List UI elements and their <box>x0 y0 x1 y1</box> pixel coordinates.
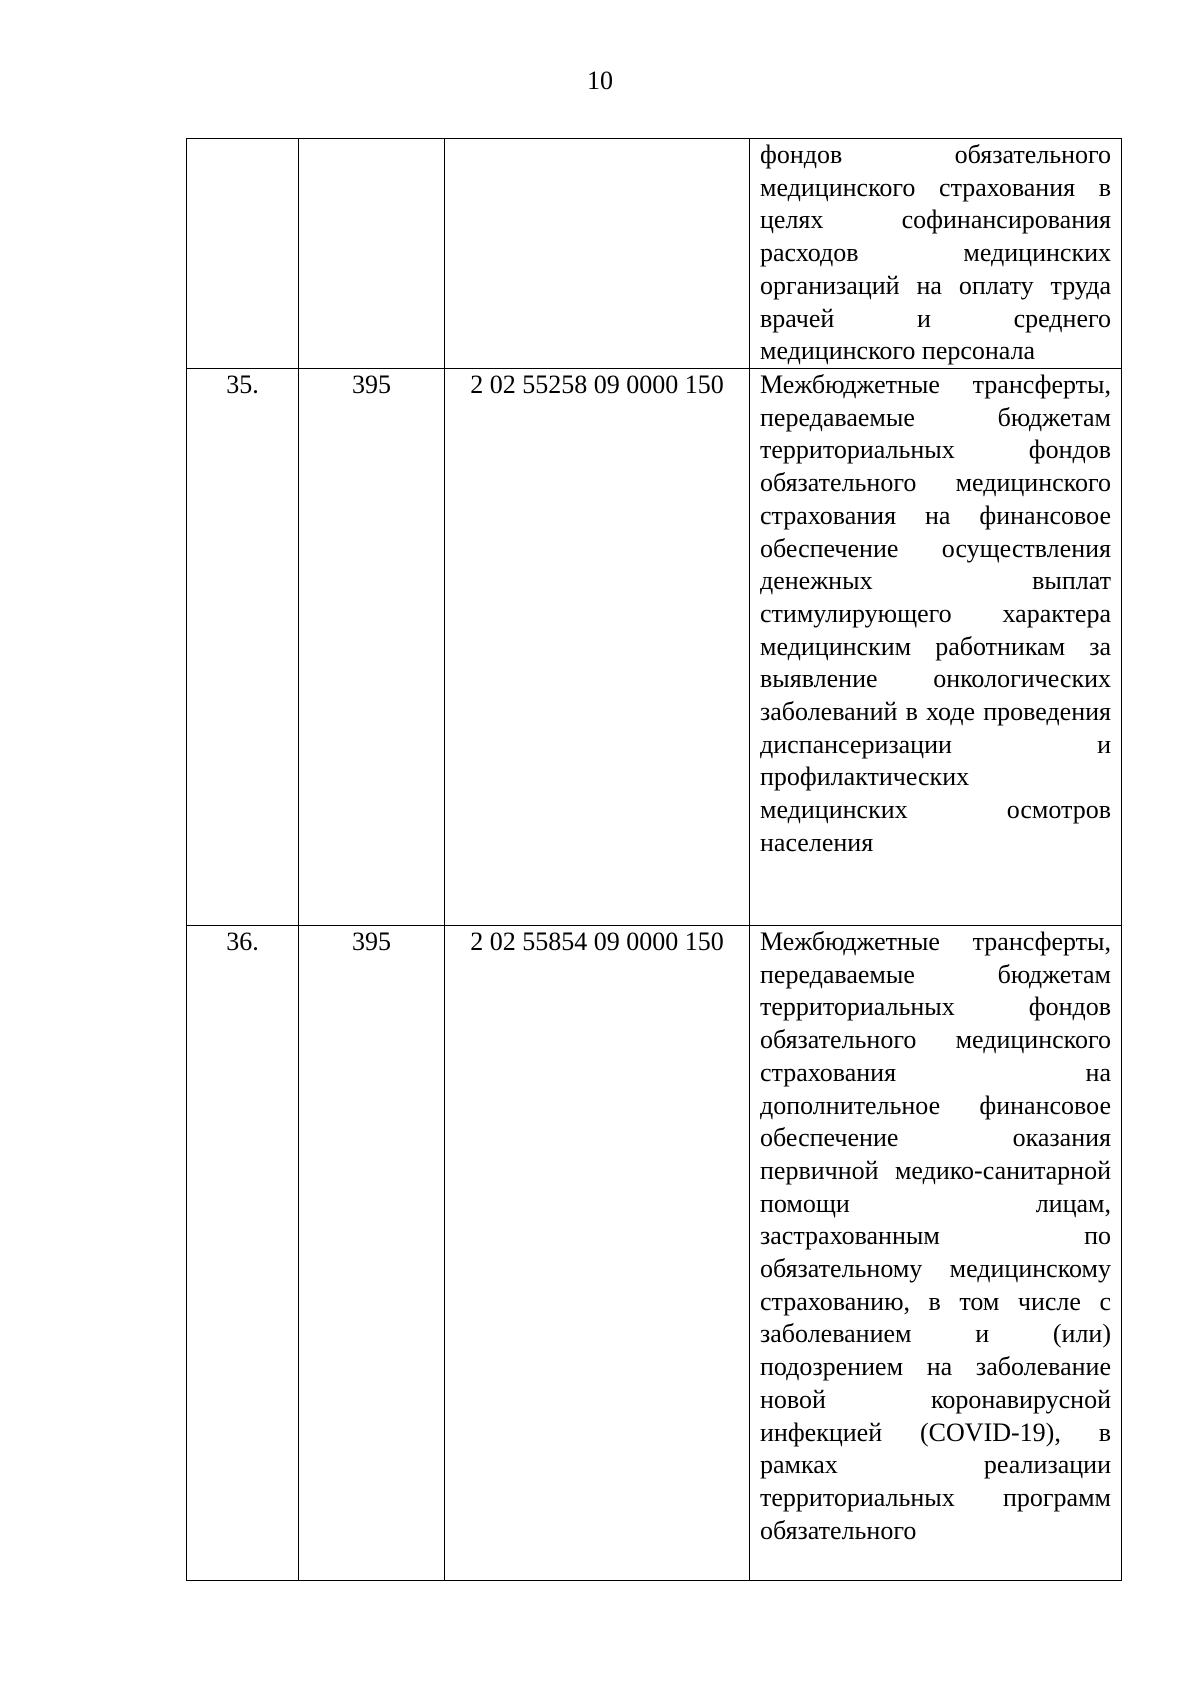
table-row <box>187 926 1122 1581</box>
description-text: Межбюджетные трансферты, передаваемые бюджетам территориальных фондов обязательного медицинского страхования на дополнительное финансовое обеспечение оказания первичной медико-санитарной помощи лицам, застрахованным по обязательному медицинскому страхованию, в том числе с заболеванием и (или) подозрением на заболевание новой коронавирусной инфекцией (COVID-19), в рамках реализации территориальных программ обязательного <box>760 927 1111 1545</box>
kbk-code-cell <box>445 139 750 369</box>
description-text: Межбюджетные трансферты, передаваемые бюджетам территориальных фондов обязательного медицинского страхования на финансовое обеспечение осуществления денежных выплат стимулирующего характера медицинским работникам за выявление онкологических заболеваний в ходе проведения диспансеризации и профилактических медицинских осмотров населения <box>760 370 1111 857</box>
admin-code-cell: 395 <box>299 369 445 926</box>
row-number-cell: 36. <box>187 926 299 1581</box>
description-cell <box>750 926 1122 1581</box>
description-cell <box>750 369 1122 926</box>
admin-code-cell <box>299 139 445 369</box>
page-number: 10 <box>587 66 613 95</box>
kbk-code-cell: 2 02 55258 09 0000 150 <box>445 369 750 926</box>
description-text: фондов обязательного медицинского страхования в целях софинансирования расходов медицинских организаций на оплату труда врачей и среднего медицинского персонала <box>760 140 1111 366</box>
budget-codes-table <box>186 138 1122 1581</box>
admin-code-cell: 395 <box>299 926 445 1581</box>
description-cell <box>750 139 1122 369</box>
table-row <box>187 139 1122 369</box>
row-number-cell: 35. <box>187 369 299 926</box>
kbk-code-cell: 2 02 55854 09 0000 150 <box>445 926 750 1581</box>
row-number-cell <box>187 139 299 369</box>
table-row <box>187 369 1122 926</box>
